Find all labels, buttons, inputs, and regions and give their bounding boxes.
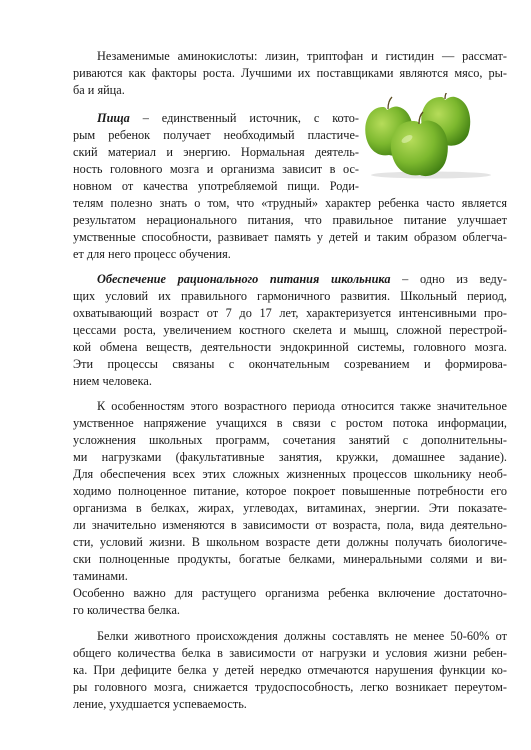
text-line: сти, условий жизни. В школьном возрасте дети должны получать биологиче- [73,535,507,549]
text-line: ление, ухудшается успеваемость. [73,697,247,711]
text-line: ми нагрузками (факультативные занятия, кружки, домашнее задание). [73,450,507,464]
text-line: го количества белка. [73,603,180,617]
text-line: ность головного мозга и организма зависит в ос- [73,162,359,176]
text-line: кой обмена веществ, деятельности эндокринной системы, головного мозга. [73,340,507,354]
text-line: нием человека. [73,374,152,388]
text-line: рым ребенок получает необходимый пластиче- [73,128,359,142]
text-line: ски полноценные продукты, богатые белками, минеральными солями и ви- [73,552,507,566]
text-line: ходимо полноценное питание, которое покроет повышенные потребности его [73,484,507,498]
text-line: усложнения школьных программ, сочетания занятий с дополнительны- [73,433,507,447]
green-apples-icon [361,93,503,179]
text-line: ры головного мозга, снижается трудоспособность, легко возникает переутом- [73,680,507,694]
text-line: риваются как факторы роста. Лучшими их поставщиками являются мясо, ры- [73,66,507,80]
text-line: умственные способности, развивает память у детей и таким образом облегча- [73,230,507,244]
text-line: щих условий их правильного гармоничного развития. Школьный период, [73,289,507,303]
text-line: организма в белках, жирах, углеводах, витаминах, энергии. Эти показате- [73,501,507,515]
text-fragment: – одно из веду- [390,272,507,286]
text-line: Эти процессы связаны с окончательным созреванием и формирова- [73,357,507,371]
text-line: Особенно важно для растущего организма ребенка включение достаточно- [73,586,507,600]
text-line: охватывающий возраст от 7 до 17 лет, характеризуется интенсивными про- [73,306,507,320]
text-line [97,271,507,288]
text-line: Для обеспечения всех этих сложных жизненных процессов школьнику необ- [73,467,507,481]
text-line: Незаменимые аминокислоты: лизин, триптофан и гистидин — рассмат- [97,49,507,63]
text-line: Белки животного происхождения должны составлять не менее 50-60% от [97,629,507,643]
bold-term: Обеспечение рационального питания школьника [97,272,391,286]
text-line: ский материал и энергию. Нормальная деятель- [73,145,359,159]
bold-term: Пища [97,111,130,125]
text-line: цессами роста, увеличением костного скелета и мышц, сложной перестрой- [73,323,507,337]
text-line: ет для него процесс обучения. [73,247,231,261]
text-line: ли значительно изменяются в зависимости от возраста, пола, вида деятельно- [73,518,507,532]
text-line: ка. При дефиците белка у детей нередко отмечаются нарушения функции ко- [73,663,507,677]
text-fragment: – единственный источник, с кото- [129,111,359,125]
text-line: ба и яйца. [73,83,125,97]
text-line: К особенностям этого возрастного периода относится также значительное [97,399,507,413]
text-line: таминами. [73,569,128,583]
text-line: общего количества белка в зависимости от нагрузки и условия жизни ребен- [73,646,507,660]
text-line: умственное напряжение учащихся в связи с ростом потока информации, [73,416,507,430]
text-line: телям полезно знать о том, что «трудный» характер ребенка часто является [73,196,507,210]
text-line [97,110,359,127]
text-line: новном от качества употребляемой пищи. Роди- [73,179,359,193]
text-line: результатом нерационального питания, что правильное питание улучшает [73,213,507,227]
